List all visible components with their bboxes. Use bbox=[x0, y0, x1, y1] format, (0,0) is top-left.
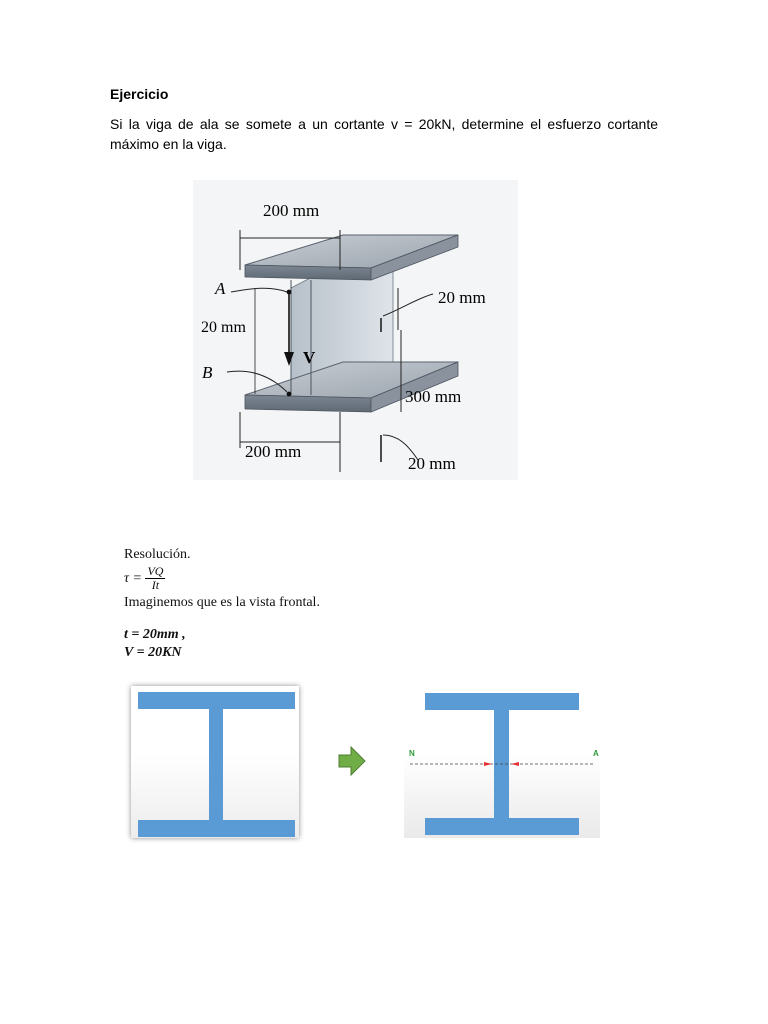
beam-3d-figure bbox=[193, 180, 518, 480]
neutral-axis-n-label: N bbox=[409, 749, 415, 758]
marker-left-icon bbox=[484, 762, 492, 766]
point-b-label: B bbox=[202, 363, 213, 382]
exercise-statement: Si la viga de ala se somete a un cortante v = 20kN, determine el esfuerzo cortante máximo en la viga. bbox=[110, 116, 658, 152]
front-view-neutral-axis bbox=[404, 686, 600, 838]
shear-formula bbox=[124, 564, 364, 594]
front-view-i-beam bbox=[131, 686, 299, 838]
web bbox=[209, 709, 223, 820]
formula-fraction bbox=[145, 565, 165, 592]
web-thickness-label: 20 mm bbox=[408, 454, 456, 473]
resolution-heading: Resolución. bbox=[124, 547, 191, 562]
neutral-axis-a-label: A bbox=[593, 749, 599, 758]
formula-denominator: It bbox=[151, 578, 160, 593]
web-height-label: 300 mm bbox=[405, 387, 462, 406]
resolution-block bbox=[124, 546, 364, 662]
resolution-note: Imaginemos que es la vista frontal. bbox=[124, 595, 320, 610]
top-flange bbox=[425, 693, 579, 710]
gap-ab-label: 20 mm bbox=[201, 319, 246, 336]
formula-numerator: VQ bbox=[147, 564, 164, 579]
top-width-label: 200 mm bbox=[263, 201, 320, 220]
marker-right-icon bbox=[511, 762, 519, 766]
formula-lhs: τ = bbox=[124, 571, 142, 586]
flange-thickness-label: 20 mm bbox=[438, 288, 486, 307]
bottom-flange bbox=[138, 820, 295, 837]
exercise-title: Ejercicio bbox=[110, 86, 169, 102]
v-value: V = 20KN bbox=[124, 645, 182, 660]
bottom-flange bbox=[425, 818, 579, 835]
right-arrow-icon bbox=[338, 746, 366, 776]
bottom-width-label: 200 mm bbox=[245, 442, 302, 461]
shear-v-label: V bbox=[303, 348, 316, 367]
t-value: t = 20mm , bbox=[124, 627, 186, 642]
beam-3d-drawing bbox=[193, 180, 518, 480]
point-a-label: A bbox=[215, 279, 226, 298]
top-flange bbox=[138, 692, 295, 709]
